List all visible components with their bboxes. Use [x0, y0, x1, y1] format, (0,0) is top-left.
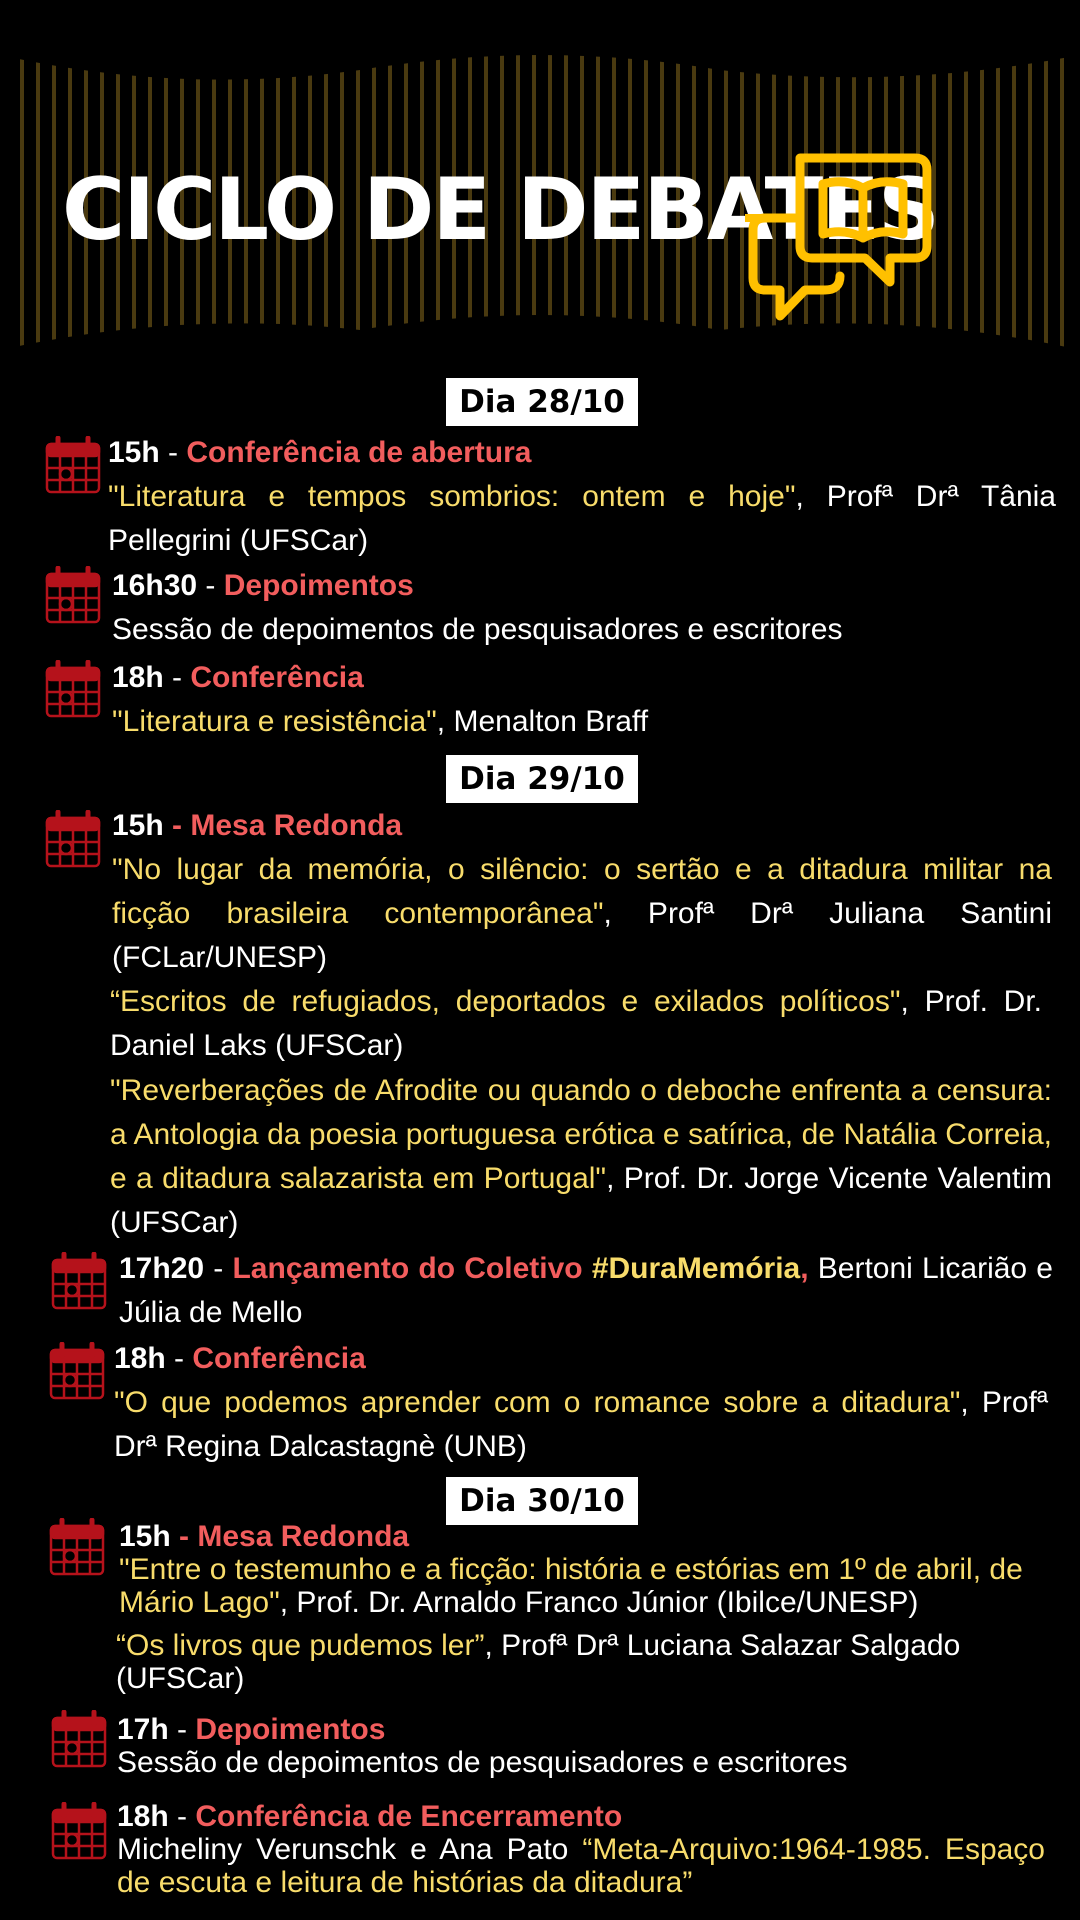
- page-title: CICLO DE DEBATES: [62, 160, 938, 260]
- event-depoimentos: 17h - Depoimentos Sessão de depoimentos de pesquisadores e escritores: [117, 1713, 1057, 1779]
- curtain-stripe: [1028, 40, 1032, 390]
- speaker: , Profª Drª Regina Dalcastagnè (UNB): [114, 1386, 1048, 1463]
- speaker: , Profª Drª Juliana Santini (FCLar/UNESP): [112, 897, 1052, 974]
- event-conference: 18h - Conferência "Literatura e resistência", Menalton Braff: [112, 661, 649, 738]
- round-table-talk: [110, 1069, 1052, 1245]
- speaker: , Menalton Braff: [436, 705, 649, 738]
- curtain-stripe: [1060, 40, 1064, 390]
- event-description: Sessão de depoimentos de pesquisadores e escritores: [117, 1746, 848, 1779]
- curtain-stripe: [1044, 40, 1048, 390]
- event-type: Depoimentos: [195, 1713, 386, 1746]
- hashtag: #DuraMemória: [591, 1252, 801, 1285]
- talk-title: "No lugar da memória, o silêncio: o sertão e a ditadura militar na ficção brasileira contemporânea": [112, 853, 1052, 930]
- event-conference: 18h - Conferência "O que podemos aprender com o romance sobre a ditadura", Profª Drª Regina Dalcastagnè (UNB): [114, 1342, 1048, 1463]
- talk-title: “Escritos de refugiados, deportados e exilados políticos": [110, 985, 901, 1018]
- event-book-launch: 17h20 - Lançamento do Coletivo #DuraMemória, Bertoni Licarião e Júlia de Mello: [119, 1252, 1053, 1329]
- speaker: Micheliny Verunschk e Ana Pato: [117, 1833, 583, 1866]
- chat-book-icon: [745, 148, 935, 328]
- calendar-icon: [44, 566, 102, 626]
- curtain-stripe: [52, 40, 56, 390]
- event-time: 17h: [117, 1713, 169, 1746]
- speaker: , Prof. Dr. Jorge Vicente Valentim (UFSCar): [110, 1162, 1052, 1239]
- talk-title: “Os livros que pudemos ler”: [116, 1629, 485, 1662]
- event-time: 15h: [112, 809, 164, 842]
- calendar-icon: [50, 1802, 108, 1862]
- talk-title: "Entre o testemunho e a ficção: história e estórias em 1º de abril, de Mário Lago": [119, 1553, 1023, 1619]
- event-time: 15h: [119, 1520, 171, 1553]
- event-round-table: [119, 1520, 1059, 1619]
- event-type: - Mesa Redonda: [179, 1520, 410, 1553]
- event-type: Conferência: [190, 661, 364, 694]
- event-type: Conferência de abertura: [186, 436, 532, 469]
- event-type: Depoimentos: [223, 569, 414, 602]
- talk-title: "Literatura e tempos sombrios: ontem e hoje": [108, 480, 796, 513]
- event-time: 17h20: [119, 1252, 205, 1285]
- round-table-talk: [116, 1629, 1046, 1695]
- event-depoimentos: 16h30 - Depoimentos Sessão de depoimentos de pesquisadores e escritores: [112, 564, 1056, 652]
- calendar-icon: [44, 660, 102, 720]
- calendar-icon: [50, 1252, 108, 1312]
- event-round-table: [112, 804, 1052, 980]
- speaker: , Prof. Dr. Arnaldo Franco Júnior (Ibilce/UNESP): [279, 1586, 919, 1619]
- calendar-icon: [50, 1710, 108, 1770]
- day-label-28-10: Dia 28/10: [446, 378, 638, 426]
- event-type: Lançamento do Coletivo: [232, 1252, 583, 1285]
- speaker: , Profª Drª Tânia Pellegrini (UFSCar): [108, 480, 1056, 557]
- round-table-talk: [110, 980, 1042, 1068]
- curtain-stripe: [36, 40, 40, 390]
- event-time: 15h: [108, 436, 160, 469]
- event-type: Conferência de Encerramento: [195, 1800, 623, 1833]
- event-time: 18h: [114, 1342, 166, 1375]
- event-closing-conference: 18h - Conferência de Encerramento Micheliny Verunschk e Ana Pato “Meta-Arquivo:1964-1985. Espaço de escuta e leitura de histórias da ditadura”: [117, 1800, 1045, 1899]
- day-label-29-10: Dia 29/10: [446, 755, 638, 803]
- day-label-30-10: Dia 30/10: [446, 1477, 638, 1525]
- event-time: 18h: [112, 661, 164, 694]
- event-type: Conferência: [192, 1342, 366, 1375]
- event-opening-conference: 15h - Conferência de abertura "Literatura e tempos sombrios: ontem e hoje", Profª Drª Tânia Pellegrini (UFSCar): [108, 436, 1056, 557]
- calendar-icon: [48, 1518, 106, 1578]
- calendar-icon: [48, 1342, 106, 1402]
- speaker: , Prof. Dr. Daniel Laks (UFSCar): [110, 985, 1043, 1062]
- talk-title: "Reverberações de Afrodite ou quando o deboche enfrenta a censura: a Antologia da poesia portuguesa erótica e satírica, de Natália Correia, e a ditadura salazarista em Portugal": [110, 1074, 1052, 1195]
- event-description: Sessão de depoimentos de pesquisadores e escritores: [112, 613, 843, 646]
- speaker: , Profª Drª Luciana Salazar Salgado (UFSCar): [116, 1629, 961, 1695]
- talk-title: “Meta-Arquivo:1964-1985. Espaço de escuta e leitura de histórias da ditadura”: [117, 1833, 1045, 1899]
- event-type: - Mesa Redonda: [172, 809, 403, 842]
- curtain-stripe: [20, 40, 24, 390]
- talk-title: "Literatura e resistência": [112, 705, 437, 738]
- calendar-icon: [44, 810, 102, 870]
- event-time: 16h30: [112, 569, 198, 602]
- speaker: Bertoni Licarião e Júlia de Mello: [119, 1252, 1053, 1329]
- talk-title: "O que podemos aprender com o romance sobre a ditadura": [114, 1386, 961, 1419]
- event-time: 18h: [117, 1800, 169, 1833]
- calendar-icon: [44, 436, 102, 496]
